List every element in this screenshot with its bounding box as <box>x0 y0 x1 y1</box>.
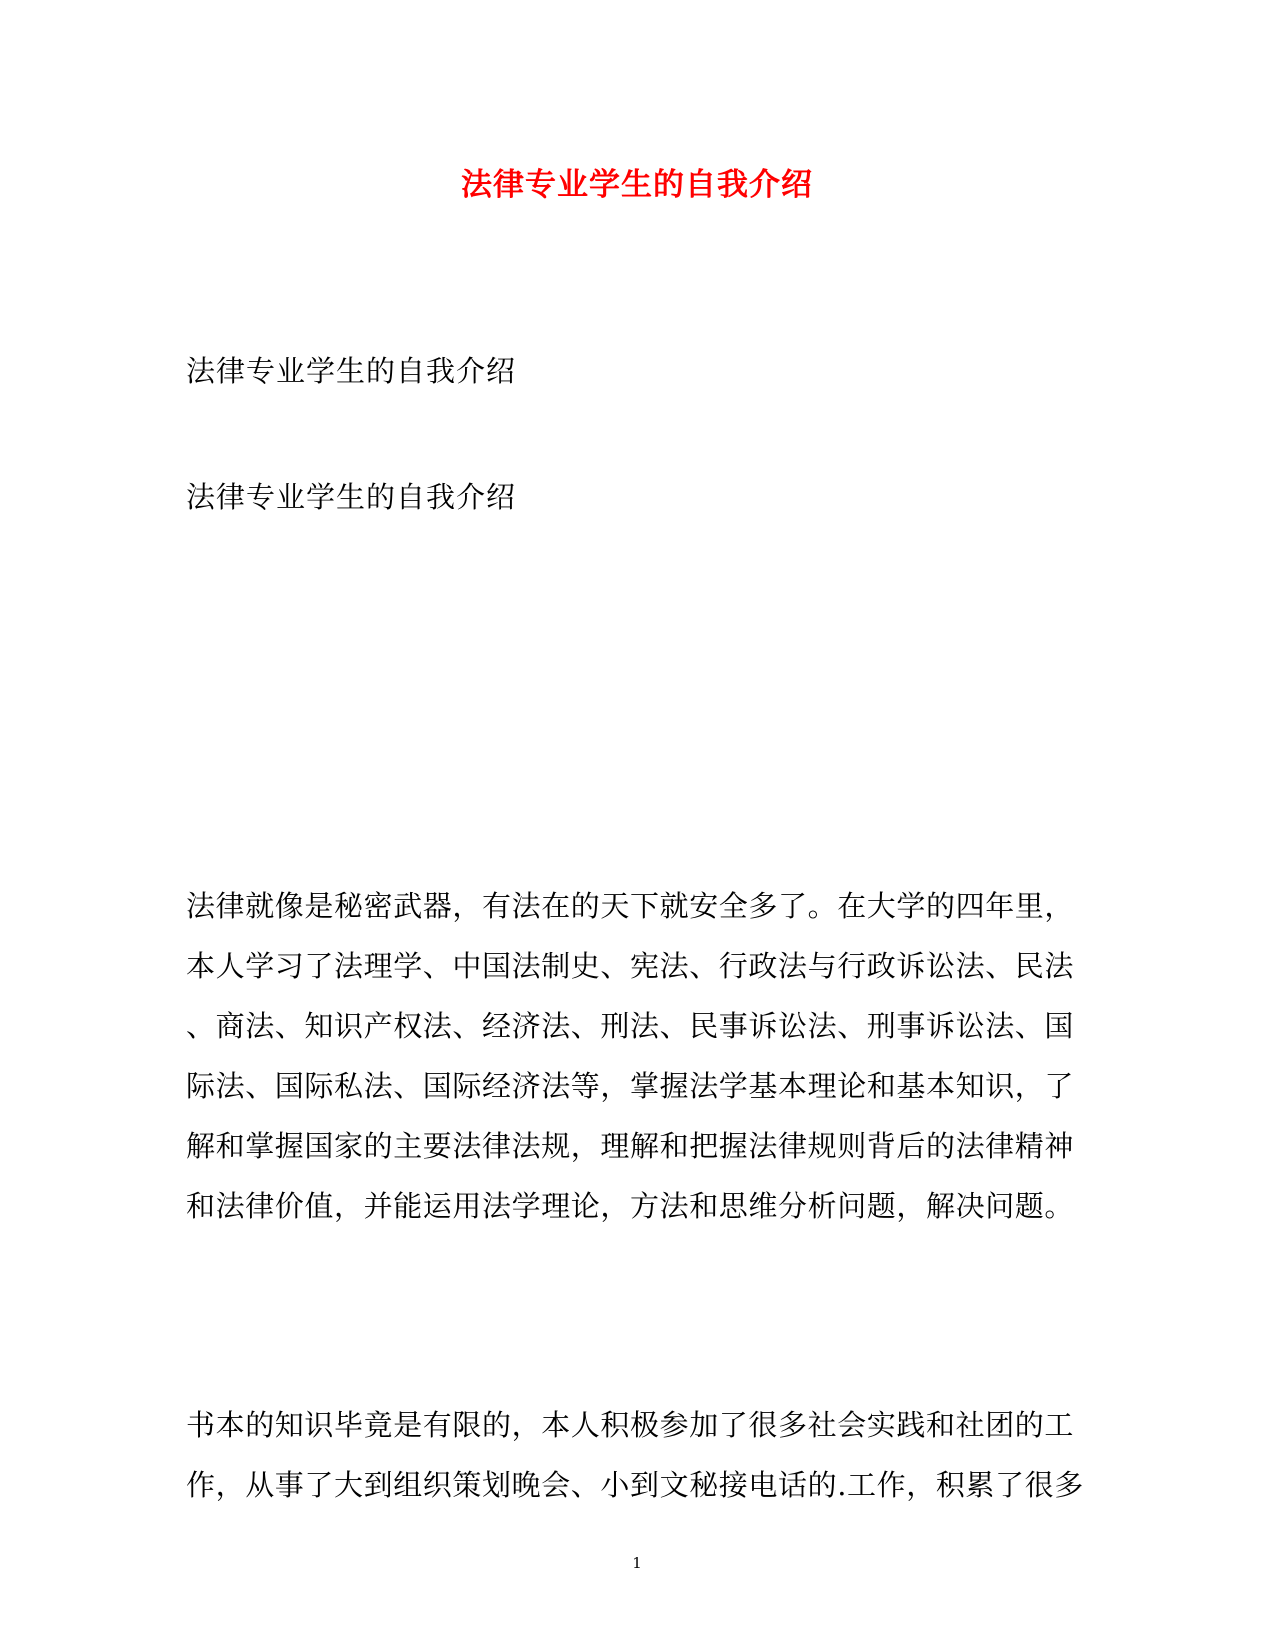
paragraph-line: 法律就像是秘密武器，有法在的天下就安全多了。在大学的四年里， <box>186 889 1075 923</box>
document-title: 法律专业学生的自我介绍 <box>461 167 813 203</box>
page-number: 1 <box>632 1554 642 1572</box>
paragraph-line: 解和掌握国家的主要法律法规，理解和把握法律规则背后的法律精神 <box>186 1129 1075 1163</box>
paragraph-line: 、商法、知识产权法、经济法、刑法、民事诉讼法、刑事诉讼法、国 <box>186 1009 1075 1043</box>
paragraph-line: 际法、国际私法、国际经济法等，掌握法学基本理论和基本知识，了 <box>186 1069 1075 1103</box>
paragraph-line: 本人学习了法理学、中国法制史、宪法、行政法与行政诉讼法、民法 <box>186 949 1075 983</box>
subheading: 法律专业学生的自我介绍 <box>186 480 517 514</box>
body-paragraph <box>186 1395 1086 1515</box>
body-paragraph <box>186 876 1086 1236</box>
paragraph-line: 作，从事了大到组织策划晚会、小到文秘接电话的.工作，积累了很多 <box>186 1468 1084 1502</box>
subheading: 法律专业学生的自我介绍 <box>186 354 517 388</box>
paragraph-line: 书本的知识毕竟是有限的，本人积极参加了很多社会实践和社团的工 <box>186 1408 1075 1442</box>
paragraph-line: 和法律价值，并能运用法学理论，方法和思维分析问题，解决问题。 <box>186 1189 1075 1223</box>
